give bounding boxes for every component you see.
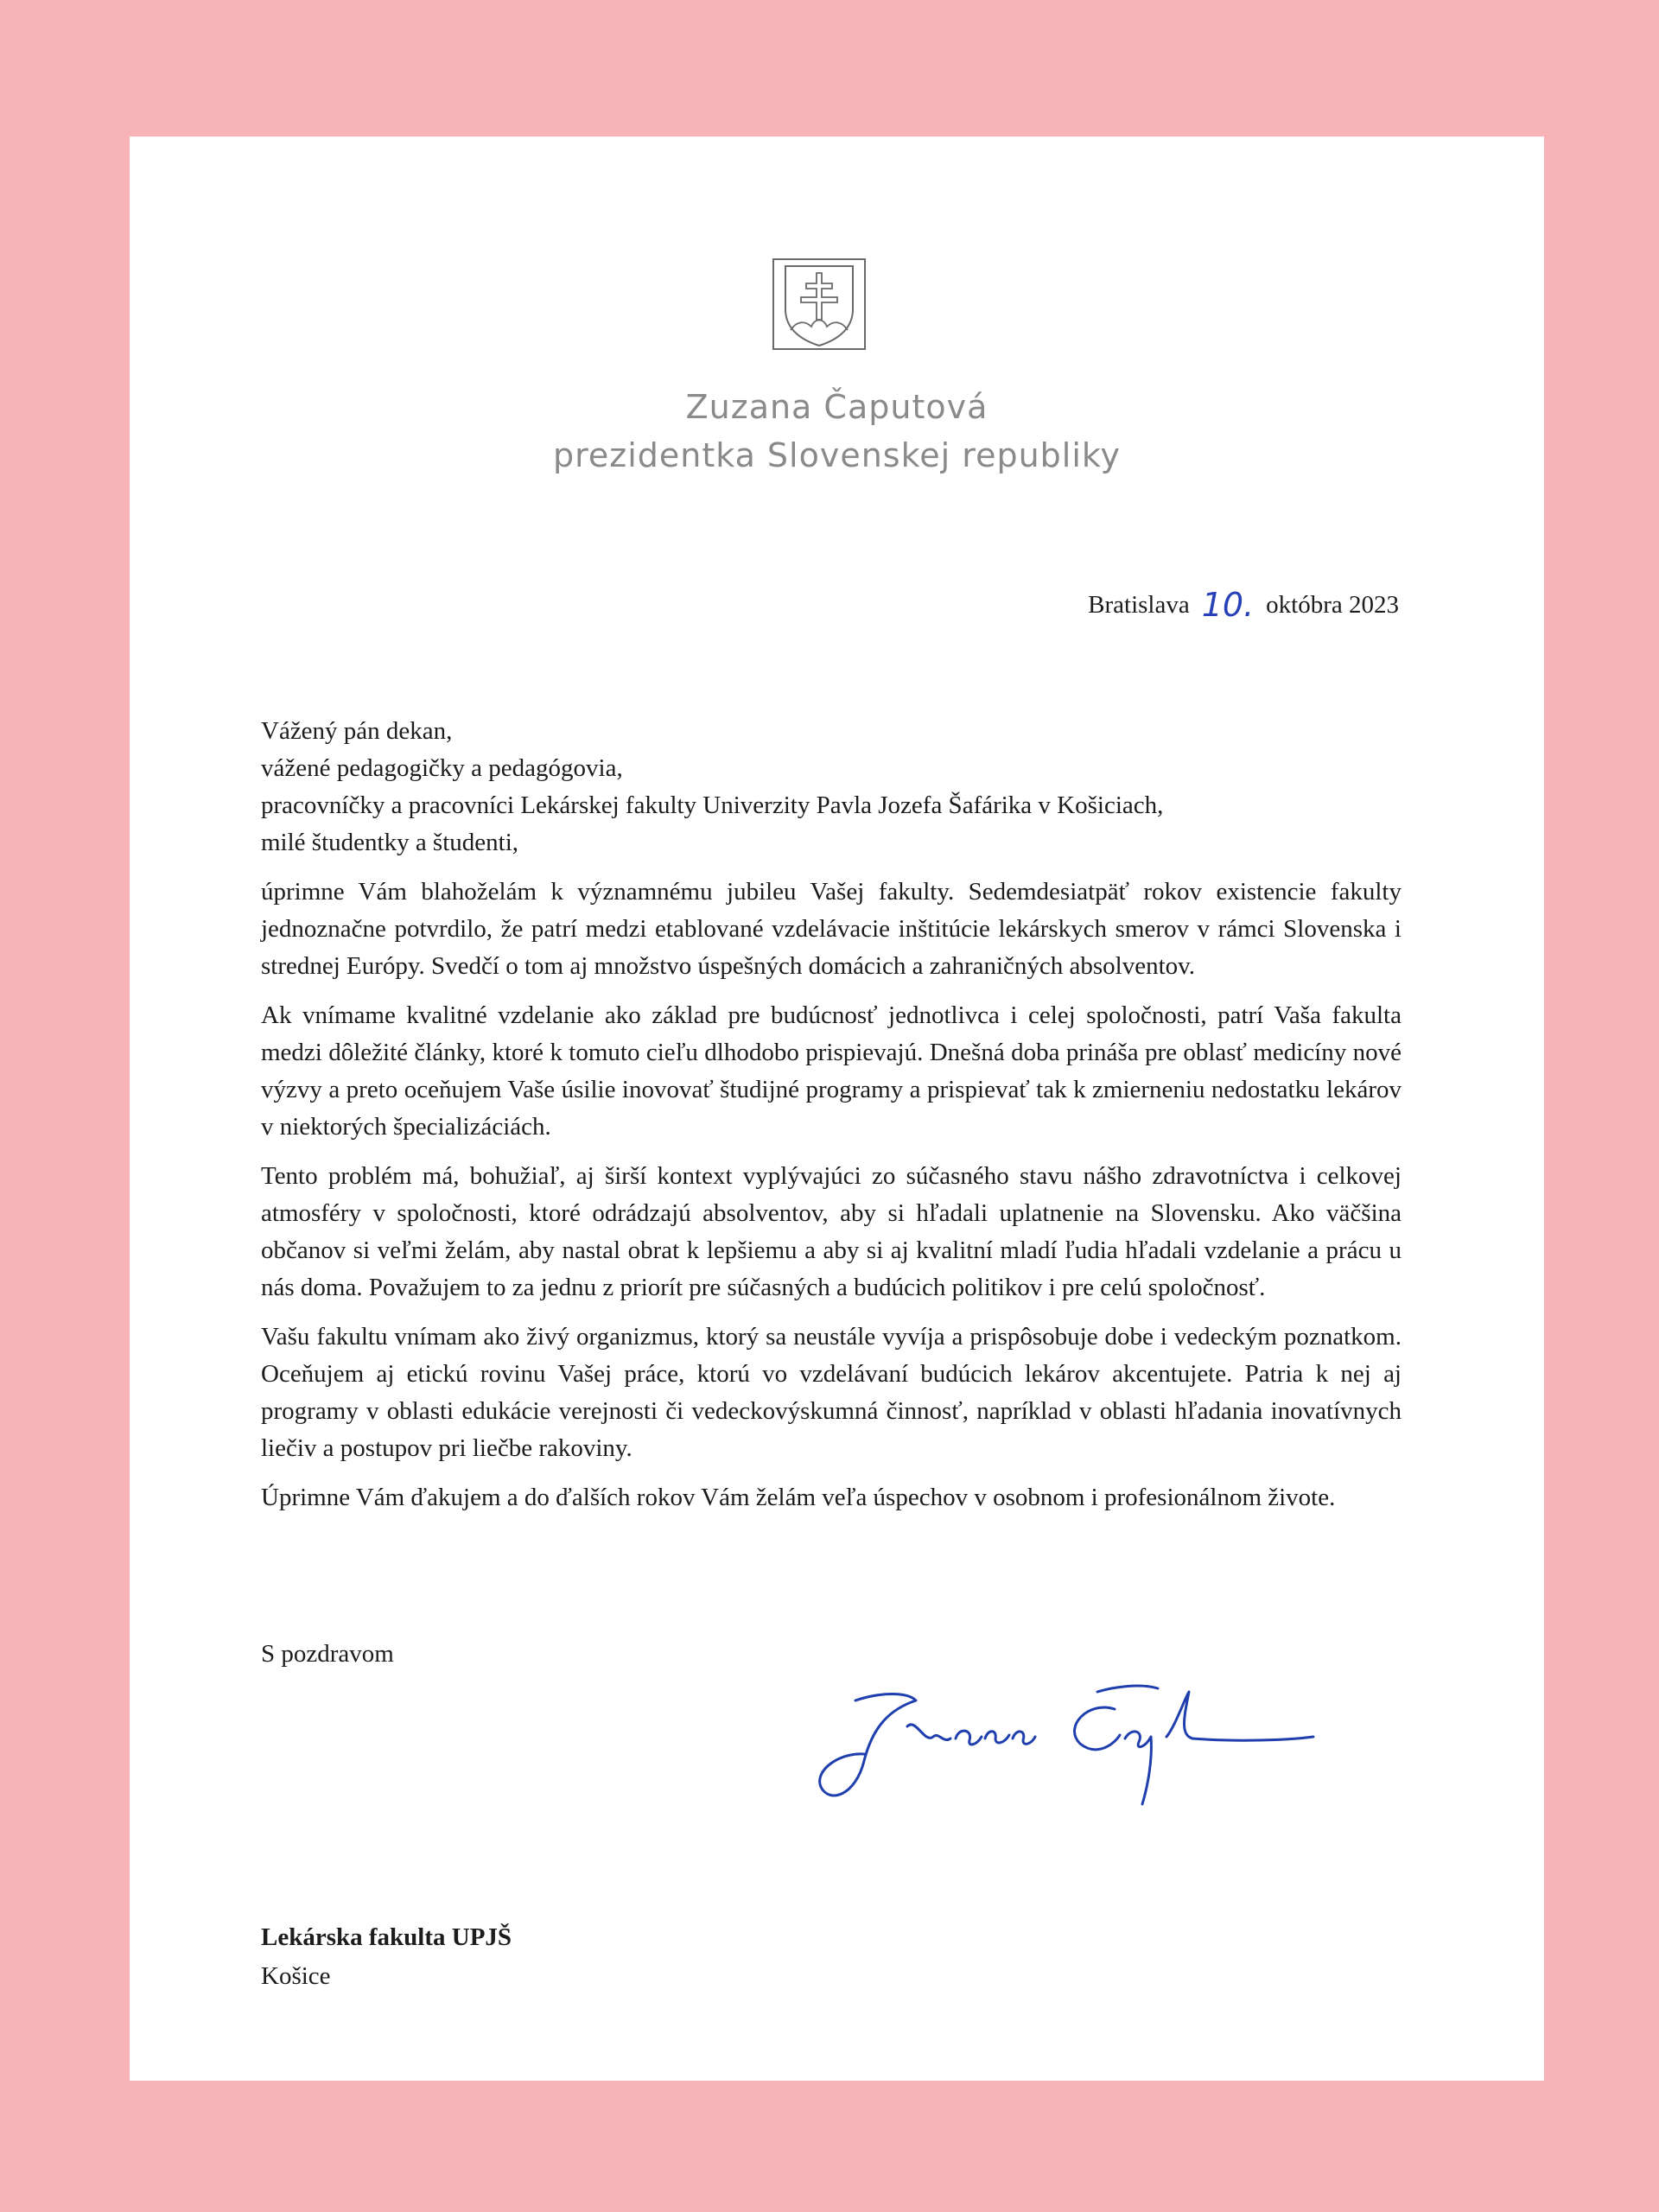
sender-name: Zuzana Čaputová: [685, 388, 988, 426]
recipient-city: Košice: [261, 1962, 331, 1990]
paragraph: Ak vnímame kvalitné vzdelanie ako základ pre budúcnosť jednotlivca i celej spoločnosti, patrí Vaša fakulta medzi dôležité články, ktoré k tomuto cieľu dlhodobo prispievajú. Dnešná doba prináša pre oblasť medicíny nové výzvy a preto oceňujem Vaše úsilie inovovať študijné programy a prispievať tak k zmierneniu nedostatku lekárov v niektorých špecializáciách.: [261, 1001, 1402, 1141]
date-place: Bratislava: [1088, 590, 1190, 619]
slovak-coat-of-arms-icon: [772, 257, 867, 351]
paragraph: úprimne Vám blahoželám k významnému jubileu Vašej fakulty. Sedemdesiatpäť rokov existencie fakulty jednoznačne potvrdilo, že patrí medzi etablované vzdelávacie inštitúcie lekárskych smerov v rámci Slovenska i strednej Európy. Svedčí o tom aj množstvo úspešných domácich a zahraničných absolventov.: [261, 878, 1402, 980]
letterhead: [130, 383, 1544, 480]
salutation: [261, 713, 1402, 861]
salutation-line: Vážený pán dekan,: [261, 717, 453, 745]
letter-body: [261, 713, 1402, 1529]
salutation-line: milé študentky a študenti,: [261, 829, 519, 856]
salutation-line: vážené pedagogičky a pedagógovia,: [261, 754, 623, 782]
paragraph: Úprimne Vám ďakujem a do ďalších rokov Vám želám veľa úspechov v osobnom i profesionálnom živote.: [261, 1484, 1336, 1511]
paragraph: Tento problém má, bohužiaľ, aj širší kontext vyplývajúci zo súčasného stavu nášho zdravotníctva i celkovej atmosféry v spoločnosti, ktoré odrádzajú absolventov, aby si hľadali uplatnenie na Slovensku. Ako väčšina občanov si veľmi želám, aby nastal obrat k lepšiemu a aby si aj kvalitní mladí ľudia hľadali vzdelanie a prácu u nás doma. Považujem to za jednu z priorít pre súčasných a budúcich politikov i pre celú spoločnosť.: [261, 1162, 1402, 1301]
recipient-address: [261, 1918, 512, 1996]
recipient-org: Lekárska fakulta UPJŠ: [261, 1923, 512, 1951]
letter-sheet: [130, 137, 1544, 2081]
sender-title: prezidentka Slovenskej republiky: [552, 436, 1122, 474]
paragraph: Vašu fakultu vnímam ako živý organizmus, ktorý sa neustále vyvíja a prispôsobuje dobe i vedeckým poznatkom. Oceňujem aj etickú rovinu Vašej práce, ktorú vo vzdelávaní budúcich lekárov akcentujete. Patria k nej aj programy v oblasti edukácie verejnosti či vedeckovýskumná činnosť, napríklad v oblasti hľadania inovatívnych liečiv a postupov pri liečbe rakoviny.: [261, 1323, 1402, 1462]
salutation-line: pracovníčky a pracovníci Lekárskej fakulty Univerzity Pavla Jozefa Šafárika v Košiciach,: [261, 791, 1164, 819]
date-day: 10.: [1201, 586, 1255, 624]
dateline: [1088, 586, 1399, 624]
date-month-year: októbra 2023: [1266, 590, 1399, 619]
handwritten-signature-icon: [804, 1675, 1322, 1813]
closing: S pozdravom: [261, 1640, 394, 1668]
